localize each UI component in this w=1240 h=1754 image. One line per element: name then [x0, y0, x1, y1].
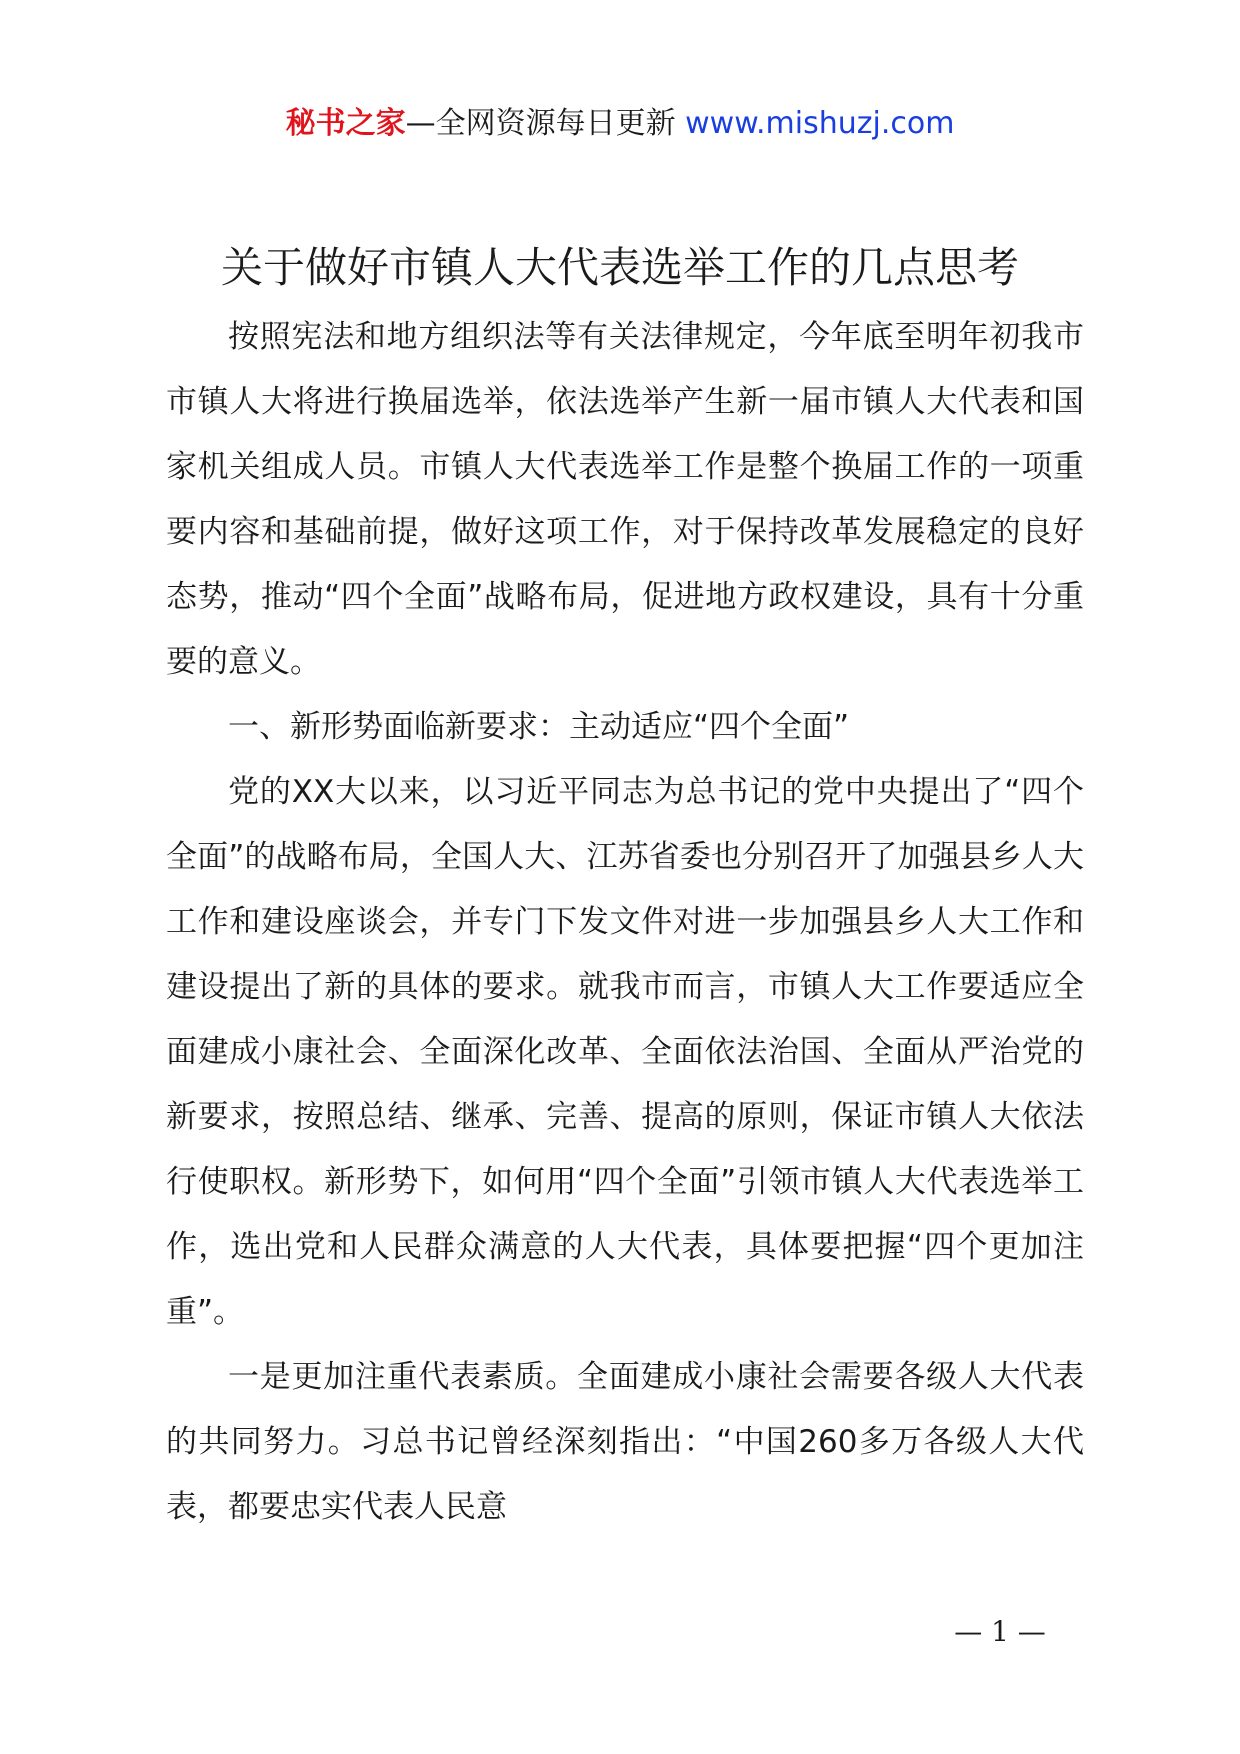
- page-number: — 1 —: [954, 1615, 1046, 1648]
- header-tagline: —全网资源每日更新: [405, 106, 676, 141]
- paragraph-section-1: 党的XX大以来，以习近平同志为总书记的党中央提出了“四个全面”的战略布局，全国人大、江苏省委也分别召开了加强县乡人大工作和建设座谈会，并专门下发文件对进一步加强县乡人大工作和建设提出了新的具体的要求。就我市而言，市镇人大工作要适应全面建成小康社会、全面深化改革、全面依法治国、全面从严治党的新要求，按照总结、继承、完善、提高的原则，保证市镇人大依法行使职权。新形势下，如何用“四个全面”引领市镇人大代表选举工作，选出党和人民群众满意的人大代表，具体要把握“四个更加注重”。: [166, 774, 1084, 1330]
- brand-name: 秘书之家: [285, 106, 406, 141]
- site-header: [0, 100, 1240, 148]
- document-body: [166, 305, 1084, 1540]
- site-url-link[interactable]: www.mishuzj.com: [685, 106, 955, 141]
- paragraph-intro: 按照宪法和地方组织法等有关法律规定，今年底至明年初我市市镇人大将进行换届选举，依法选举产生新一届市镇人大代表和国家机关组成人员。市镇人大代表选举工作是整个换届工作的一项重要内容和基础前提，做好这项工作，对于保持改革发展稳定的良好态势，推动“四个全面”战略布局，促进地方政权建设，具有十分重要的意义。: [166, 319, 1084, 680]
- section-heading-1: 一、新形势面临新要求：主动适应“四个全面”: [228, 709, 850, 745]
- document-title: 关于做好市镇人大代表选举工作的几点思考: [220, 243, 1019, 292]
- paragraph-point-1: 一是更加注重代表素质。全面建成小康社会需要各级人大代表的共同努力。习总书记曾经深刻指出：“中国260多万各级人大代表，都要忠实代表人民意: [166, 1359, 1084, 1525]
